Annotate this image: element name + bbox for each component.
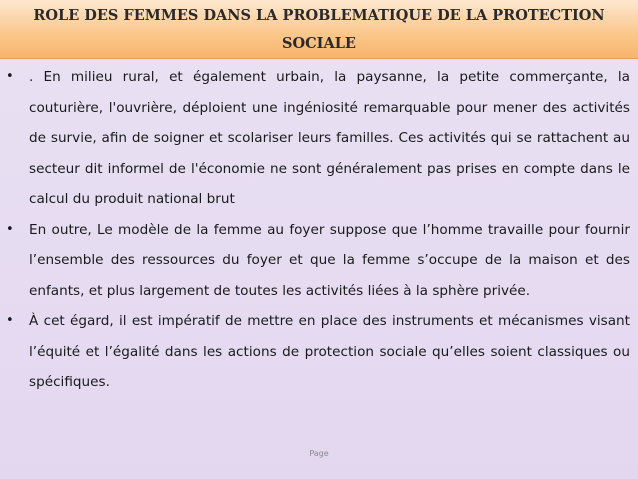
bullet-item: [0, 215, 638, 307]
page-label: Page: [309, 449, 329, 458]
bullet-item: [0, 306, 638, 398]
bullet-text: En outre, Le modèle de la femme au foyer suppose que l’homme travaille pour fournir l’ensemble des ressources du foyer et que la femme s’occupe de la maison et des enfants, et plus largement de toutes les activités liées à la sphère privée.: [29, 221, 630, 299]
bullet-item: [0, 62, 638, 215]
bullet-dot-icon: •: [6, 221, 14, 237]
bullet-dot-icon: •: [6, 313, 14, 328]
bullet-text: À cet égard, il est impératif de mettre en place des instruments et mécanismes visant l’équité et l’égalité dans les actions de protection sociale qu’elles soient classiques ou spécifiques.: [29, 313, 630, 390]
slide-title: ROLE DES FEMMES DANS LA PROBLEMATIQUE DE LA PROTECTION SOCIALE: [0, 0, 638, 59]
bullet-dot-icon: •: [6, 69, 14, 84]
bullet-text: . En milieu rural, et également urbain, la paysanne, la petite commerçante, la couturière, l'ouvrière, déploient une ingéniosité remarquable pour mener des activités de survie, afin de soigner et scolariser leurs familles. Ces activités qui se rattachent au secteur dit informel de l'économie ne sont généralement pas prises en compte dans le calcul du produit national brut: [29, 69, 630, 207]
bullet-list: [0, 62, 638, 398]
